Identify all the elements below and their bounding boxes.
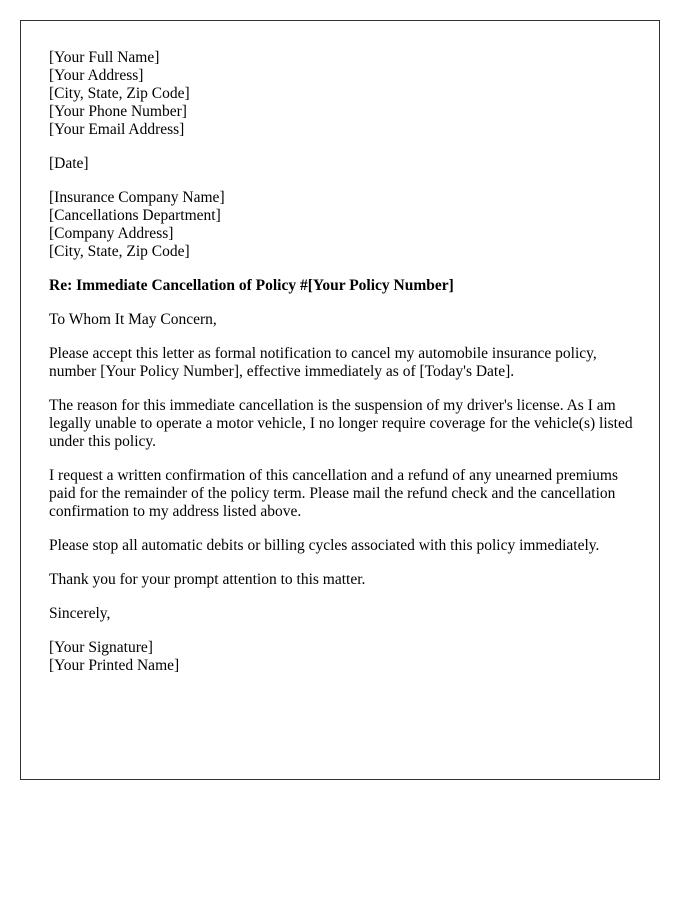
- sender-phone: [Your Phone Number]: [49, 103, 187, 120]
- sender-email: [Your Email Address]: [49, 121, 185, 138]
- date-block: [49, 155, 639, 173]
- paragraph-thanks: Thank you for your prompt attention to this matter.: [49, 571, 366, 588]
- sender-city-state-zip: [City, State, Zip Code]: [49, 85, 190, 102]
- signature-block: [49, 639, 639, 675]
- subject-line: Re: Immediate Cancellation of Policy #[Your Policy Number]: [49, 277, 454, 294]
- printed-name: [Your Printed Name]: [49, 657, 180, 674]
- recipient-city-state-zip: [City, State, Zip Code]: [49, 243, 190, 260]
- letter-body: [49, 49, 639, 691]
- recipient-block: [49, 189, 639, 261]
- paragraph-reason: The reason for this immediate cancellation is the suspension of my driver's license. As I am legally unable to operate a motor vehicle, I no longer require coverage for the vehicle(s) listed under this policy.: [49, 397, 633, 450]
- letter-frame: [20, 20, 660, 780]
- sender-block: [49, 49, 639, 139]
- recipient-department: [Cancellations Department]: [49, 207, 221, 224]
- salutation: To Whom It May Concern,: [49, 311, 217, 328]
- signature-placeholder: [Your Signature]: [49, 639, 153, 656]
- sender-address: [Your Address]: [49, 67, 144, 84]
- closing: Sincerely,: [49, 605, 111, 622]
- letter-date: [Date]: [49, 155, 89, 172]
- paragraph-stop-billing: Please stop all automatic debits or billing cycles associated with this policy immediately.: [49, 537, 600, 554]
- paragraph-refund-request: I request a written confirmation of this cancellation and a refund of any unearned premiums paid for the remainder of the policy term. Please mail the refund check and the cancellation confirmation to my address listed above.: [49, 467, 618, 520]
- sender-name: [Your Full Name]: [49, 49, 160, 66]
- recipient-address: [Company Address]: [49, 225, 174, 242]
- recipient-company: [Insurance Company Name]: [49, 189, 225, 206]
- paragraph-notification: Please accept this letter as formal notification to cancel my automobile insurance policy, number [Your Policy Number], effective immediately as of [Today's Date].: [49, 345, 597, 380]
